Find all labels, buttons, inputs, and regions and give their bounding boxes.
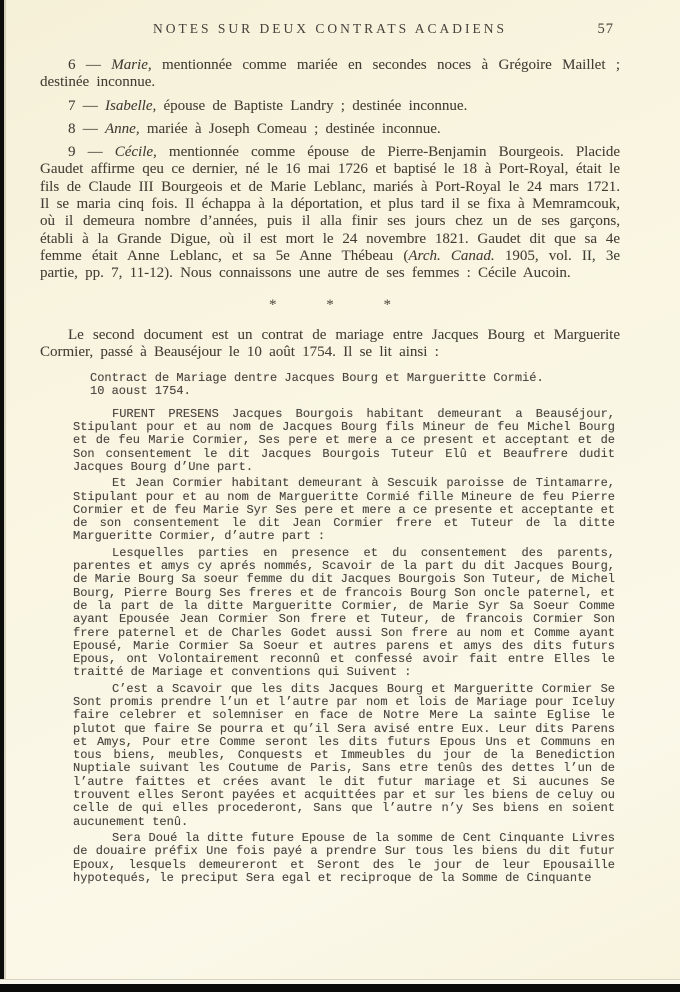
contract-heading-line2: 10 aoust 1754.: [90, 384, 191, 399]
note-text: mentionnée comme épouse de Pierre-Benjamin Bourgeois. Placide Gaudet affirme qeu ce dernier, né le 16 mai 1726 et baptisé le 18 à Port-Royal, était le fils de Claude III Bourgeois et de Marie Leblanc, mariés à Port-Royal le 24 mars 1721. Il se maria cinq fois. Il échappa à la déportation, et plus tard il se fixa à Memramcouk, où il demeura nombre d’années, puis il alla finir ses jours chez un de ses garçons, établi à la Grande Digue, où il est mort le 24 novembre 1821. Gaudet dit que sa 4e femme était Anne Leblanc, et sa 5e Anne Thébeau (: [40, 144, 620, 264]
note-person-name: Anne,: [105, 120, 140, 137]
note-person-name: Marie,: [111, 57, 152, 73]
running-header: [40, 21, 620, 39]
note-text: mentionnée comme mariée en secondes noces à Grégoire Maillet ; destinée inconnue.: [40, 57, 621, 91]
note-person-name: Cécile,: [114, 144, 157, 161]
contract-paragraph-4: C’est a Scavoir que les dits Jacques Bourg et Margueritte Cormier Se Sont promis prendre l’un et l’autre par nom et lois de Mariage pour Iceluy faire celebrer et solemniser en face de Notre Mere La sainte Eglise le plutot que faire Se pourra et qu’il Sera avisé entre Eux. Leur dits Parens et Amys, Pour etre Comme seront les dits futurs Epous Uns et Communs en tous biens, meubles, Conquests et Immeubles du jour de la Benediction Nuptiale suivant les Coutume de Paris, Sans etre tenûs des dettes l’un de l’autre faittes et crées avant le dit futur mariage et Si aucunes Se trouvent elles Seront payées et acquittées par et sur les biens de celuy ou celle de qui elles procederont, Sans que l’autre n’y Ses biens en soient aucunement tenû.: [73, 681, 615, 829]
contract-paragraph-2: Et Jean Cormier habitant demeurant à Sescuik paroisse de Tintamarre, Stipulant pour et au nom de Margueritte Cormié fille Mineure de feu Pierre Cormier et de feu Marie Syr Ses pere et mere a ce presente et acceptante et de son consentement le dit Jean Cormier frere et Tuteur de la ditte Margueritte Cormier, d’autre part :: [73, 476, 615, 544]
note-item-7: [40, 98, 620, 115]
scan-edge-bottom: [0, 984, 680, 992]
note-number: 6 —: [68, 57, 112, 73]
note-item-6: [40, 57, 620, 92]
contract-heading-line1: Contract de Mariage dentre Jacques Bourg et Margueritte Cormié.: [90, 371, 544, 386]
contract-paragraph-1: FURENT PRESENS Jacques Bourgois habitant demeurant a Beauséjour, Stipulant pour et au nom de Jacques Bourg fils Mineur de feu Michel Bourg et de feu Marie Cormier, Ses pere et mere a ce present et acceptant et de Son consentement le dit Jacques Bourgois Tuteur Elû et Beaufrere dudit Jacques Bourg d’Une part.: [73, 406, 615, 474]
scan-edge-left-shadow: [4, 0, 6, 992]
contract-paragraph-5: Sera Doué la ditte future Epouse de la somme de Cent Cinquante Livres de douaire préfix Une fois payé a prendre Sur tous les biens du dit futur Epoux, lesquels demeureront et Seront des le jour de leur Epousaille hypotequés, le preciput Sera egal et reciproque de la Somme de Cinquante: [73, 830, 615, 885]
note-item-9: [40, 144, 620, 282]
notes-list: [40, 57, 620, 283]
running-header-title: NOTES SUR DEUX CONTRATS ACADIENS: [152, 21, 508, 36]
note-citation: Arch. Canad.: [408, 247, 495, 264]
contract-paragraph-3: Lesquelles parties en presence et du consentement des parents, parentes et amys cy aprés nommés, Scavoir de la part du dit Jacques Bourg, de Marie Bourg Sa soeur femme du dit Jacques Bourgois Son Tuteur, de Michel Bourg, Pierre Bourg Ses freres et de francois Bourg Son oncle paternel, et de la part de la ditte Margueritte Cormier, de Marie Syr Sa Soeur Comme ayant Epousée Jean Cormier Son frere et Tuteur, de francois Cormier Son frere paternel et de Charles Godet aussi Son frere au nom et Comme ayant Epousé, Marie Cormier Sa Soeur et autres parens et amys des dits futurs Epous, ont Volontairement reconnû et confessé avoir fait entre Elles le traitté de Mariage et conventions qui Suivent :: [73, 545, 615, 680]
note-text: épouse de Baptiste Landry ; destinée inconnue.: [156, 97, 468, 114]
note-person-name: Isabelle,: [105, 97, 157, 114]
page-number: 57: [597, 21, 614, 37]
contract-heading: [90, 372, 615, 399]
intro-paragraph: Le second document est un contrat de mariage entre Jacques Bourg et Marguerite Cormier, passé à Beauséjour le 10 août 1754. Il se lit ainsi :: [40, 326, 620, 360]
note-number: 8 —: [68, 120, 105, 137]
section-divider-asterisks: * * *: [269, 296, 391, 313]
note-text-after-citation: 1905, vol. II, 3e partie, pp. 7, 11-12). Nous connaissons une autre de ses femmes : Cécile Aucoin.: [40, 247, 620, 282]
note-number: 9 —: [68, 144, 115, 161]
note-text: mariée à Joseph Comeau ; destinée inconnue.: [139, 120, 441, 137]
note-number: 7 —: [68, 97, 105, 114]
contract-transcription: [73, 372, 615, 885]
note-item-8: [40, 121, 620, 138]
page-content: [40, 21, 620, 885]
